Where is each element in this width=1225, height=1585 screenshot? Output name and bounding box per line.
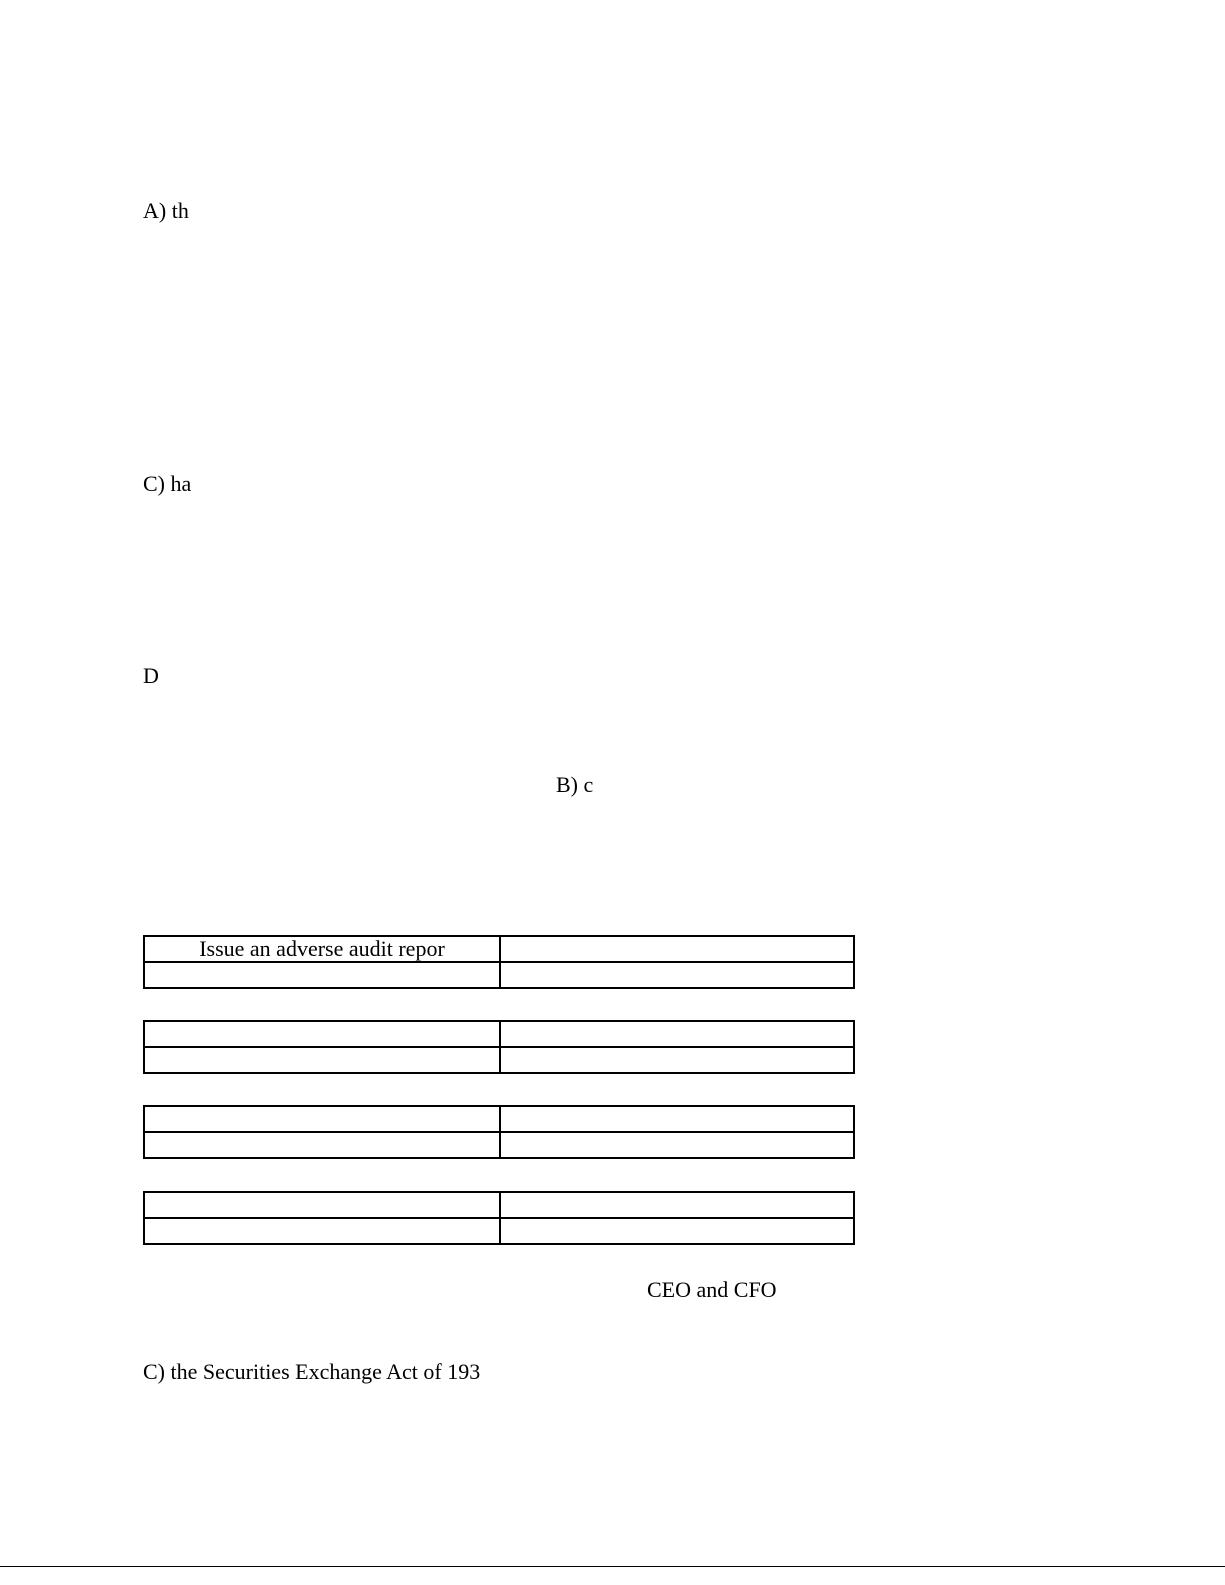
ceo-cfo-fragment: CEO and CFO [647,1277,777,1302]
answer-table-4 [143,1191,855,1245]
table-cell [144,1047,500,1073]
option-b-fragment: B) c [556,772,594,797]
option-c-fragment: C) ha [143,471,192,496]
table-row [144,1021,854,1047]
table-cell [144,1192,500,1218]
table-cell [144,1218,500,1244]
table-row [144,1106,854,1132]
table-cell [144,962,500,988]
table-cell [144,1132,500,1158]
table-cell [500,1132,854,1158]
answer-table-3 [143,1105,855,1159]
table-cell [500,962,854,988]
table-cell [144,1021,500,1047]
table-cell [500,1047,854,1073]
table-row [144,1218,854,1244]
answer-table-2 [143,1020,855,1074]
table-cell [500,936,854,962]
table-cell [500,1218,854,1244]
table-cell [144,1106,500,1132]
table-row [144,1132,854,1158]
table-cell: Issue an adverse audit repor [144,936,500,962]
option-a-fragment: A) th [143,198,189,223]
answer-table-1 [143,935,855,989]
table-row [144,962,854,988]
table-row [144,936,854,962]
option-d-fragment: D [143,663,159,688]
table-cell [500,1192,854,1218]
table-row [144,1047,854,1073]
table-cell [500,1106,854,1132]
page-bottom-rule [0,1566,1225,1567]
table-row [144,1192,854,1218]
option-c-securities-act-fragment: C) the Securities Exchange Act of 193 [143,1359,481,1384]
table-cell [500,1021,854,1047]
